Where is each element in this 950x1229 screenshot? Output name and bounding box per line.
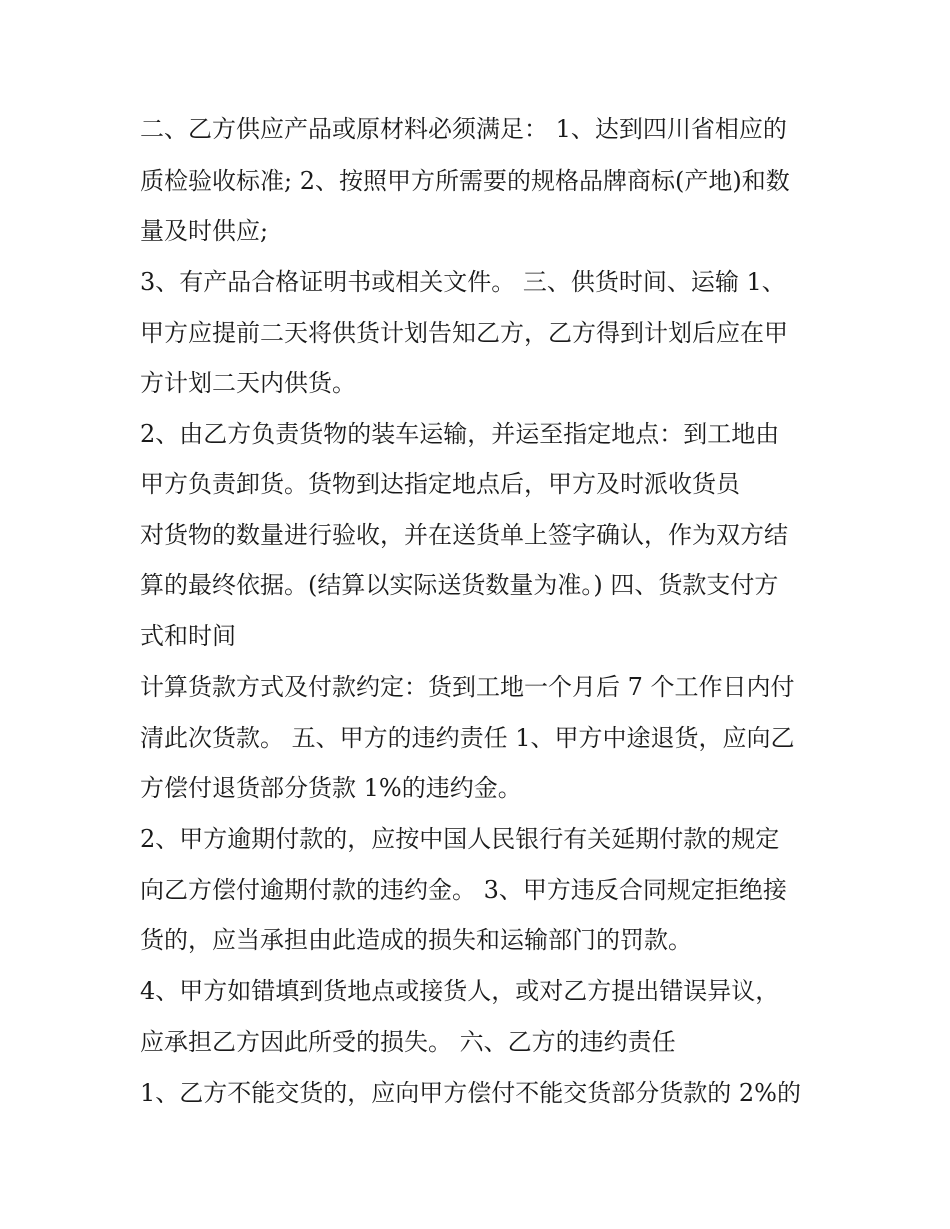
text-line: 向乙方偿付逾期付款的违约金。 3、甲方违反合同规定拒绝接 [140, 876, 787, 904]
text-line: 清此次货款。 五、甲方的违约责任 1、甲方中途退货，应向乙 [140, 724, 795, 752]
text-line: 货的，应当承担由此造成的损失和运输部门的罚款。 [140, 926, 692, 954]
text-line: 式和时间 [140, 622, 236, 650]
text-line: 对货物的数量进行验收，并在送货单上签字确认，作为双方结 [140, 521, 788, 549]
text-line: 方偿付退货部分货款 1%的违约金。 [140, 774, 522, 802]
text-line: 应承担乙方因此所受的损失。 六、乙方的违约责任 [140, 1028, 676, 1056]
text-line: 质检验收标准; 2、按照甲方所需要的规格品牌商标(产地)和数 [140, 167, 790, 195]
text-line: 二、乙方供应产品或原材料必须满足： 1、达到四川省相应的 [140, 115, 787, 143]
text-line: 4、甲方如错填到货地点或接货人，或对乙方提出错误异议， [140, 977, 780, 1005]
text-line: 甲方应提前二天将供货计划告知乙方，乙方得到计划后应在甲 [140, 319, 788, 347]
text-line: 1、乙方不能交货的，应向甲方偿付不能交货部分货款的 2%的 [140, 1079, 801, 1107]
text-line: 甲方负责卸货。货物到达指定地点后，甲方及时派收货员 [140, 470, 740, 498]
text-line: 2、由乙方负责货物的装车运输，并运至指定地点：到工地由 [140, 420, 780, 448]
text-line: 3、有产品合格证明书或相关文件。 三、供货时间、运输 1、 [140, 268, 786, 296]
text-line: 算的最终依据。(结算以实际送货数量为准。) 四、货款支付方 [140, 571, 779, 599]
text-line: 量及时供应; [140, 217, 269, 245]
text-line: 2、甲方逾期付款的，应按中国人民银行有关延期付款的规定 [140, 825, 780, 853]
text-line: 方计划二天内供货。 [140, 369, 356, 397]
text-line: 计算货款方式及付款约定：货到工地一个月后 7 个工作日内付 [140, 673, 795, 701]
